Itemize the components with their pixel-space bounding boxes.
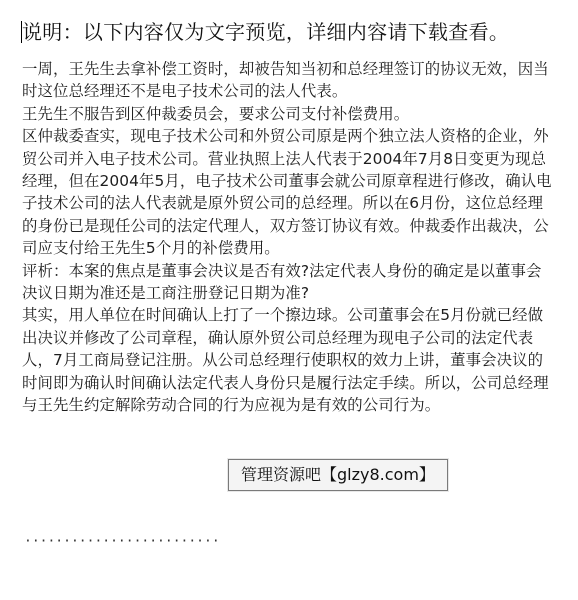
paragraph: 其实，用人单位在时间确认上打了一个擦边球。公司董事会在5月份就已经做出决议并修改了公司章程，确认原外贸公司总经理为现电子公司的法定代表人，7月工商局登记注册。从公司总经理行使职权的效力上讲，董事会决议的时间即为确认时间确认法定代表人身份只是履行法定手续。所以，公司总经理与王先生约定解除劳动合同的行为应视为是有效的公司行为。 <box>22 306 549 415</box>
ellipsis-dots: ························· <box>24 534 220 549</box>
watermark-banner: 管理资源吧【glzy8.com】 <box>228 459 448 491</box>
paragraph: 一周，王先生去拿补偿工资时，却被告知当初和总经理签订的协议无效，因当时这位总经理还不是电子技术公司的法人代表。 <box>22 60 549 101</box>
paragraph: 王先生不服告到区仲裁委员会，要求公司支付补偿费用。 <box>22 104 410 123</box>
paragraph: 区仲裁委查实，现电子技术公司和外贸公司原是两个独立法人资格的企业，外贸公司并入电子技术公司。营业执照上法人代表于2004年7月8日变更为现总经理，但在2004年5月，电子技术公司董事会就公司原章程进行修改，确认电子技术公司的法人代表就是原外贸公司的总经理。所以在6月份，这位总经理的身份已是现任公司的法定代理人，双方签订协议有效。仲裁委作出裁决，公司应支付给王先生5个月的补偿费用。 <box>22 127 552 258</box>
paragraph: 评析：本案的焦点是董事会决议是否有效?法定代表人身份的确定是以董事会决议日期为准还是工商注册登记日期为准? <box>22 261 542 303</box>
preview-notice: 说明：以下内容仅为文字预览，详细内容请下载查看。 <box>22 20 510 44</box>
article-body <box>22 58 554 417</box>
